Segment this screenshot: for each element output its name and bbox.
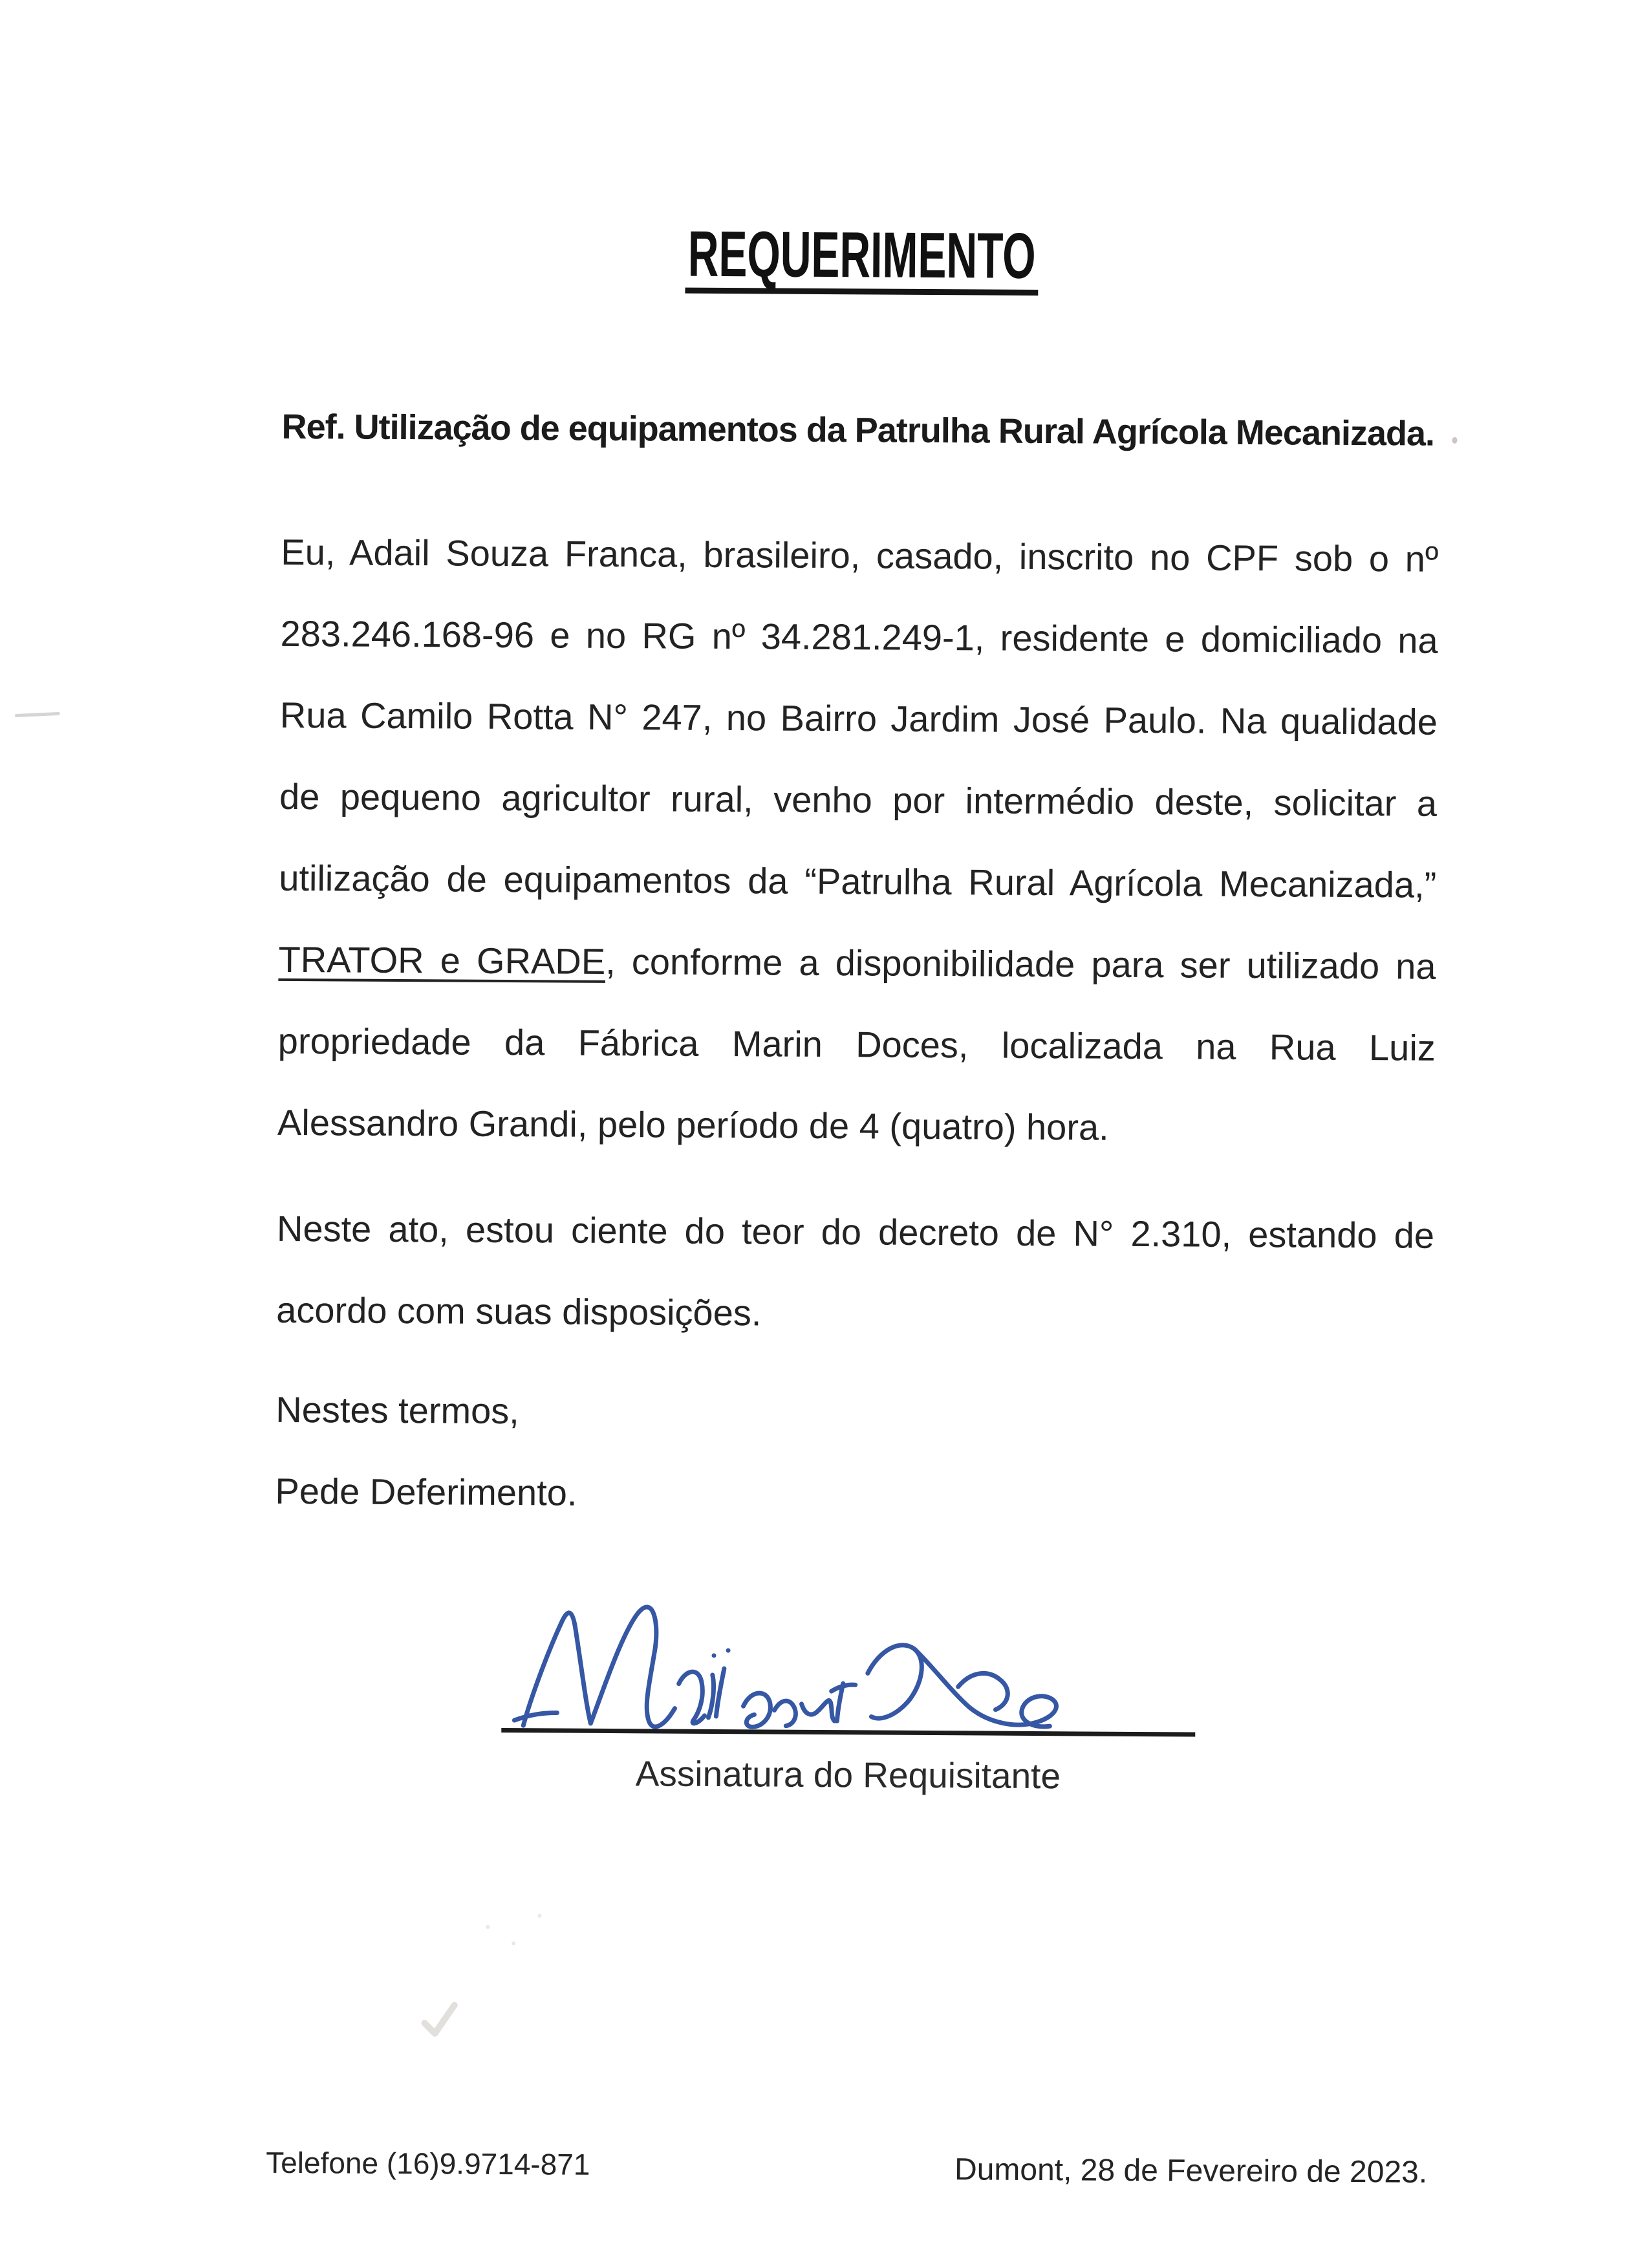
footer-city-date: Dumont, 28 de Fevereiro de 2023. [954, 2152, 1428, 2190]
body-line-8: Alessandro Grandi, pelo período de 4 (quatro) hora. [277, 1101, 1109, 1148]
body-line-1: Eu, Adail Souza Franca, brasileiro, casado, inscrito no CPF sob o nº [281, 531, 1439, 579]
scan-artifact-speck [486, 1925, 490, 1929]
paragraph-2 [276, 1188, 1435, 1358]
signature-rule [501, 1529, 1196, 1737]
body-line-6-rest: , conforme a disponibilidade para ser utilizado na [605, 940, 1436, 987]
underlined-equipment-names: TRATOR e GRADE [278, 938, 606, 982]
signature-scribble [505, 1586, 1075, 1744]
decree-line-2: acordo com suas disposições. [276, 1289, 762, 1334]
body-line-6 [278, 919, 1436, 1008]
body-line-5: utilização de equipamentos da “Patrulha Rural Agrícola Mecanizada,” [279, 857, 1437, 905]
reference-line: Ref. Utilização de equipamentos da Patrulha Rural Agrícola Mecanizada. [281, 407, 1435, 453]
closing-line-2: Pede Deferimento. [275, 1470, 577, 1513]
body-line-7: propriedade da Fábrica Marin Doces, localizada na Rua Luiz [277, 1020, 1436, 1068]
title-row [283, 217, 1441, 310]
paragraph-1 [277, 512, 1439, 1171]
document-content [275, 0, 1441, 1539]
decree-line-1: Neste ato, estou ciente do teor do decreto de N° 2.310, estando de [276, 1207, 1435, 1256]
scan-artifact-dash [15, 712, 60, 717]
scan-artifact-dot [1452, 437, 1457, 444]
footer-phone: Telefone (16)9.9714-871 [266, 2145, 590, 2181]
document-title: REQUERIMENTO [685, 226, 1038, 296]
signature-caption: Assinatura do Requisitante [635, 1753, 1061, 1797]
scan-artifact-speck [512, 1941, 515, 1945]
scan-artifact-speck [538, 1914, 542, 1917]
body-line-3: Rua Camilo Rotta N° 247, no Bairro Jardim José Paulo. Na qualidade [279, 694, 1438, 742]
scan-artifact-smudge [420, 2001, 460, 2041]
body-line-4: de pequeno agricultor rural, venho por intermédio deste, solicitar a [279, 775, 1438, 824]
closing-line-1: Nestes termos, [275, 1388, 520, 1432]
closing-block [275, 1369, 1434, 1539]
body-line-2: 283.246.168-96 e no RG nº 34.281.249-1, residente e domiciliado na [280, 612, 1438, 661]
